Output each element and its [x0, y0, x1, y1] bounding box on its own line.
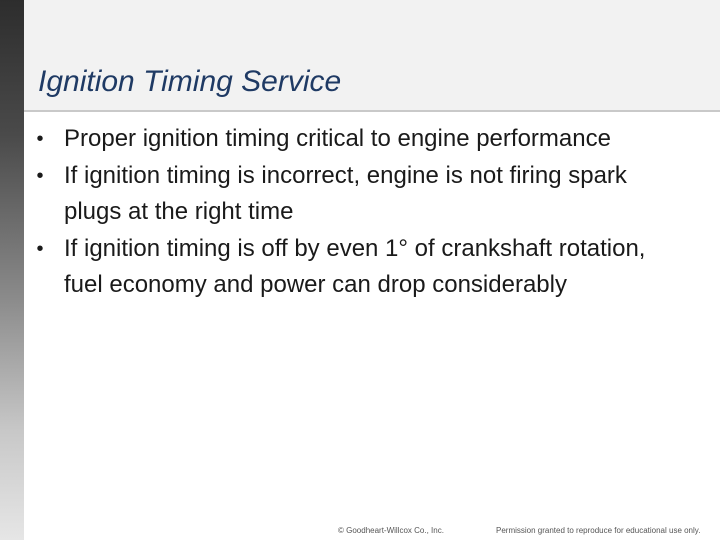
bullet-item — [30, 231, 680, 304]
left-accent-strip — [0, 0, 24, 540]
bullet-item — [30, 121, 680, 158]
copyright-notice: © Goodheart-Willcox Co., Inc. — [338, 526, 444, 535]
bullet-marker: • — [36, 164, 44, 187]
permission-notice: Permission granted to reproduce for educational use only. — [496, 526, 701, 535]
bullet-text: Proper ignition timing critical to engine performance — [64, 125, 611, 152]
slide-title: Ignition Timing Service — [38, 65, 342, 98]
bullet-text: If ignition timing is incorrect, engine is not firing spark plugs at the right time — [64, 161, 627, 225]
bullet-list — [30, 121, 680, 304]
bullet-marker: • — [36, 237, 44, 260]
bullet-item — [30, 158, 680, 231]
bullet-marker: • — [36, 128, 44, 150]
bullet-text: If ignition timing is off by even 1° of crankshaft rotation, fuel economy and power can drop considerably — [64, 234, 646, 298]
title-divider — [24, 110, 720, 112]
